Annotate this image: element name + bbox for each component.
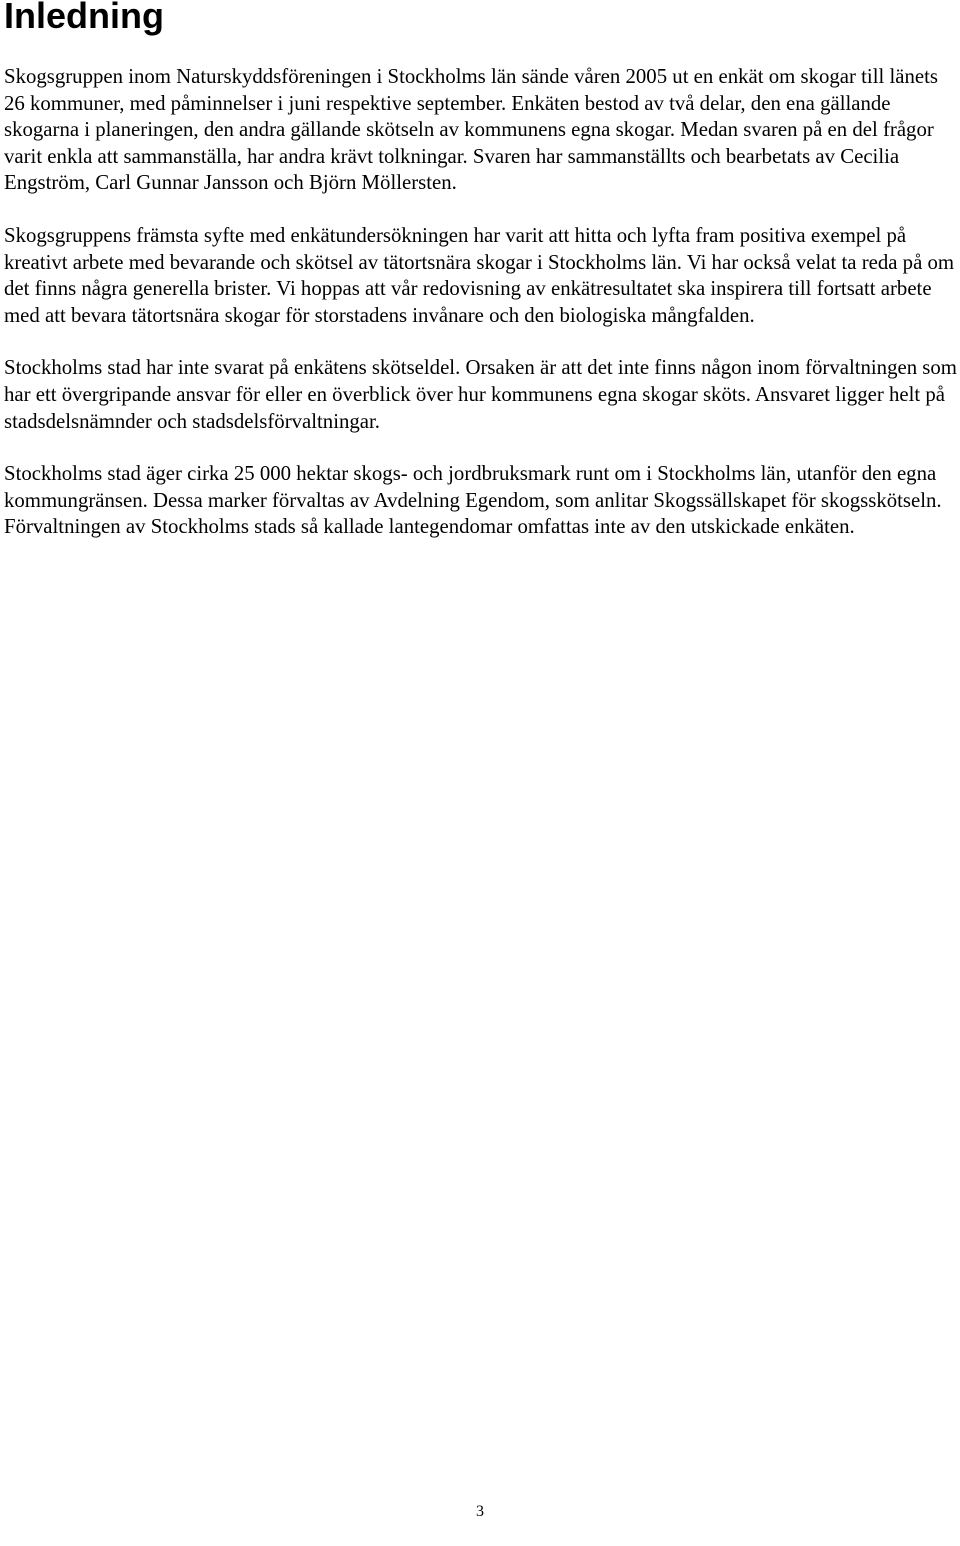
body-text	[4, 64, 960, 567]
paragraph: Stockholms stad äger cirka 25 000 hektar skogs- och jordbruksmark runt om i Stockholms län, utanför den egna kommungränsen. Dessa marker förvaltas av Avdelning Egendom, som anlitar Skogssällskapet för skogsskötseln. Förvaltningen av Stockholms stads så kallade lantegendomar omfattas inte av den utskickade enkäten.	[4, 462, 942, 539]
page-number: 3	[476, 1503, 484, 1520]
paragraph: Skogsgruppens främsta syfte med enkätundersökningen har varit att hitta och lyfta fram positiva exempel på kreativt arbete med bevarande och skötsel av tätortsnära skogar i Stockholms län. Vi har också velat ta reda på om det finns några generella brister. Vi hoppas att vår redovisning av enkätresultatet ska inspirera till fortsatt arbete med att bevara tätortsnära skogar för storstadens invånare och den biologiska mångfalden.	[4, 223, 955, 327]
page-title: Inledning	[4, 0, 164, 36]
paragraph: Skogsgruppen inom Naturskyddsföreningen i Stockholms län sände våren 2005 ut en enkät om skogar till länets 26 kommuner, med påminnelser i juni respektive september. Enkäten bestod av två delar, den ena gällande skogarna i planeringen, den andra gällande skötseln av kommunens egna skogar. Medan svaren på en del frågor varit enkla att sammanställa, har andra krävt tolkningar. Svaren har sammanställts och bearbetats av Cecilia Engström, Carl Gunnar Jansson och Björn Möllersten.	[4, 65, 938, 195]
paragraph: Stockholms stad har inte svarat på enkätens skötseldel. Orsaken är att det inte finns någon inom förvaltningen som har ett övergripande ansvar för eller en överblick över hur kommunens egna skogar sköts. Ansvaret ligger helt på stadsdelsnämnder och stadsdelsförvaltningar.	[4, 356, 957, 433]
